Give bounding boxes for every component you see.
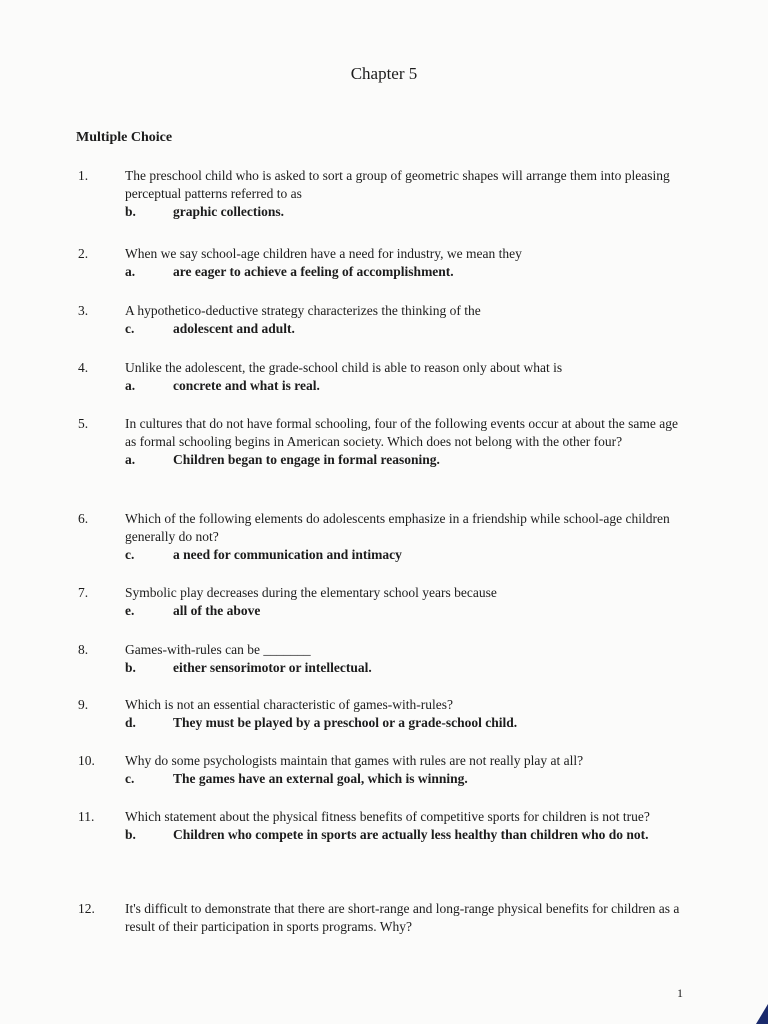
answer-letter: a.: [125, 378, 136, 393]
answer-line: [125, 546, 688, 564]
question-6: [78, 510, 688, 564]
question-4: [78, 359, 688, 395]
corner-fold-mark: [756, 1004, 768, 1024]
answer-letter: b.: [125, 660, 136, 675]
answer-line: [125, 826, 688, 844]
answer-line: [125, 659, 688, 677]
question-12: [78, 900, 688, 936]
answer-text: adolescent and adult.: [173, 321, 295, 336]
question-9: [78, 696, 688, 732]
question-5: [78, 415, 688, 469]
answer-letter: c.: [125, 771, 135, 786]
answer-letter: b.: [125, 827, 136, 842]
question-number: 1.: [78, 168, 89, 183]
question-text: When we say school-age children have a need for industry, we mean they: [125, 246, 522, 261]
question-text: Why do some psychologists maintain that games with rules are not really play at all?: [125, 753, 584, 768]
page-title: Chapter 5: [350, 64, 418, 83]
question-2: [78, 245, 688, 281]
question-text: Which statement about the physical fitness benefits of competitive sports for children is not true?: [125, 809, 650, 824]
question-number: 11.: [78, 809, 95, 824]
question-text: The preschool child who is asked to sort a group of geometric shapes will arrange them into pleasing perceptual patterns referred to as: [125, 168, 670, 201]
answer-text: The games have an external goal, which is winning.: [173, 771, 468, 786]
answer-line: [125, 451, 688, 469]
answer-text: graphic collections.: [173, 204, 284, 219]
answer-letter: a.: [125, 452, 136, 467]
answer-letter: d.: [125, 715, 136, 730]
answer-text: are eager to achieve a feeling of accomplishment.: [173, 264, 454, 279]
question-text: Which is not an essential characteristic of games-with-rules?: [125, 697, 454, 712]
answer-text: a need for communication and intimacy: [173, 547, 402, 562]
question-text: A hypothetico-deductive strategy characterizes the thinking of the: [125, 303, 481, 318]
question-text: Which of the following elements do adolescents emphasize in a friendship while school-age children generally do not?: [125, 511, 670, 544]
answer-text: They must be played by a preschool or a grade-school child.: [173, 715, 518, 730]
question-text: Games-with-rules can be _______: [125, 642, 311, 657]
question-3: [78, 302, 688, 338]
answer-text: all of the above: [173, 603, 261, 618]
question-text: It's difficult to demonstrate that there are short-range and long-range physical benefits for children as a result of their participation in sports programs. Why?: [125, 901, 680, 934]
section-heading: Multiple Choice: [76, 130, 173, 145]
question-number: 5.: [78, 416, 89, 431]
question-number: 10.: [78, 753, 95, 768]
question-1: [78, 167, 688, 221]
question-number: 8.: [78, 642, 89, 657]
answer-line: [125, 602, 688, 620]
question-11: [78, 808, 688, 844]
answer-letter: c.: [125, 321, 135, 336]
answer-text: Children who compete in sports are actually less healthy than children who do not.: [173, 827, 649, 842]
question-8: [78, 641, 688, 677]
answer-letter: c.: [125, 547, 135, 562]
answer-line: [125, 377, 688, 395]
question-text: Unlike the adolescent, the grade-school child is able to reason only about what is: [125, 360, 563, 375]
question-number: 4.: [78, 360, 89, 375]
question-10: [78, 752, 688, 788]
answer-text: Children began to engage in formal reasoning.: [173, 452, 440, 467]
question-number: 7.: [78, 585, 89, 600]
answer-letter: e.: [125, 603, 135, 618]
answer-text: either sensorimotor or intellectual.: [173, 660, 372, 675]
question-number: 6.: [78, 511, 89, 526]
question-7: [78, 584, 688, 620]
answer-letter: b.: [125, 204, 136, 219]
question-number: 2.: [78, 246, 89, 261]
answer-letter: a.: [125, 264, 136, 279]
question-text: In cultures that do not have formal schooling, four of the following events occur at about the same age as formal schooling begins in American society. Which does not belong with the other four?: [125, 416, 678, 449]
answer-line: [125, 263, 688, 281]
question-number: 9.: [78, 697, 89, 712]
question-number: 12.: [78, 901, 95, 916]
question-text: Symbolic play decreases during the elementary school years because: [125, 585, 497, 600]
page-number: 1: [677, 986, 683, 1000]
answer-text: concrete and what is real.: [173, 378, 320, 393]
answer-line: [125, 714, 688, 732]
answer-line: [125, 203, 688, 221]
question-number: 3.: [78, 303, 89, 318]
answer-line: [125, 320, 688, 338]
answer-line: [125, 770, 688, 788]
